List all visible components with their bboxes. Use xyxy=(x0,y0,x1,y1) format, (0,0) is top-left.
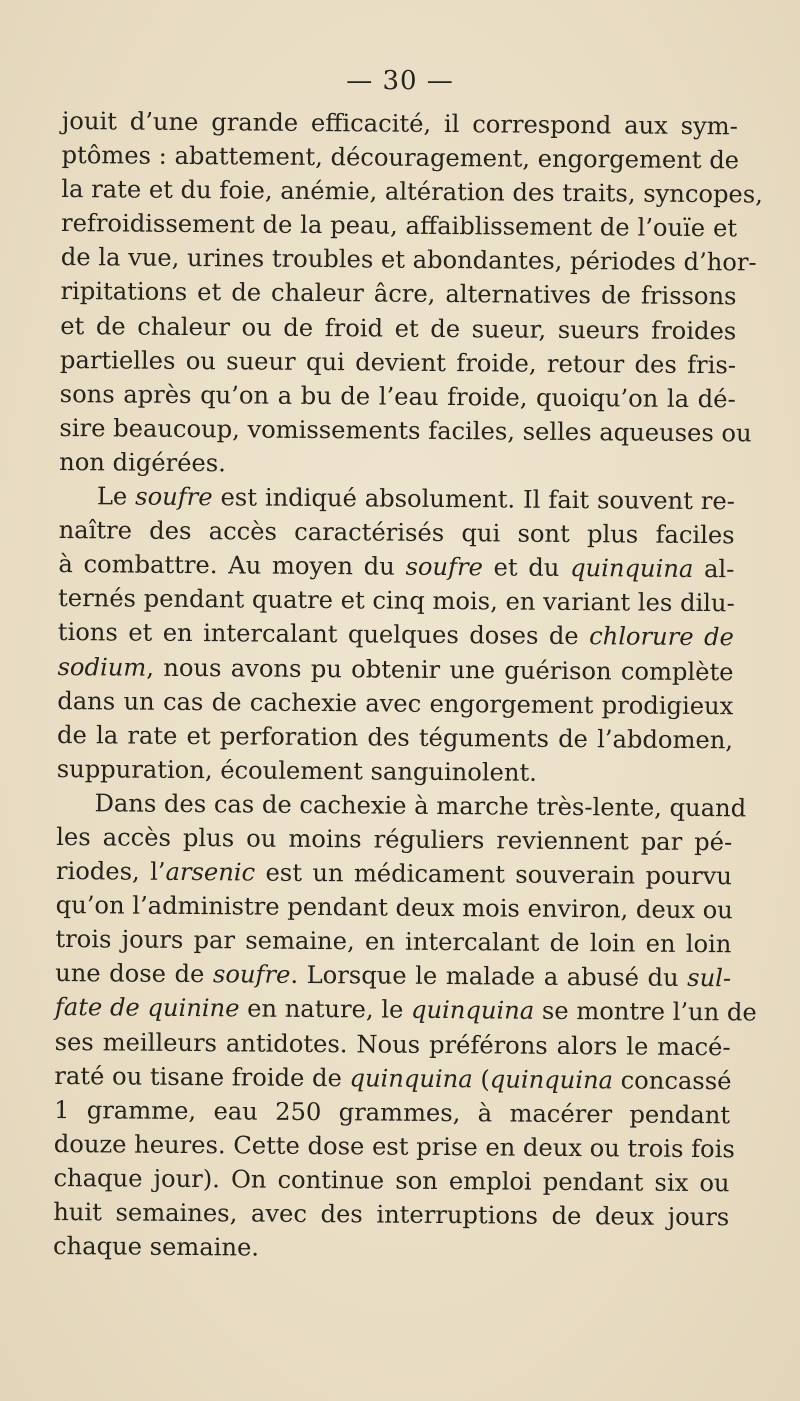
italic-term: soufre xyxy=(405,552,483,582)
text-run: ripitations et de chaleur âcre, alternatives de frissons xyxy=(60,277,737,311)
paragraph xyxy=(59,104,764,484)
paragraph xyxy=(57,479,735,791)
text-run: est un médicament souverain pourvu xyxy=(255,858,733,891)
text-run: jouit d’une grande efficacité, il correspond aux sym- xyxy=(61,106,738,141)
text-run: non digérées. xyxy=(59,447,227,478)
text-run: douze heures. Cette dose est prise en deux ou trois fois xyxy=(53,1129,735,1164)
text-run: , nous avons pu obtenir une guérison complète xyxy=(146,653,734,686)
italic-term: arsenic xyxy=(165,857,256,887)
text-line xyxy=(55,922,731,961)
text-run: refroidissement de la peau, affaiblissement de l’ouïe et xyxy=(60,209,738,243)
italic-term: sodium xyxy=(57,652,147,682)
text-run: les accès plus ou moins réguliers reviennent par pé- xyxy=(56,822,733,857)
text-run: ses meilleurs antidotes. Nous préférons alors le macé- xyxy=(54,1027,731,1061)
text-line xyxy=(56,888,732,927)
text-line xyxy=(58,581,734,620)
text-line xyxy=(57,752,733,791)
text-run: al- xyxy=(693,555,735,584)
text-line xyxy=(53,1229,729,1268)
text-line xyxy=(59,445,735,484)
text-line xyxy=(54,990,757,1029)
text-line xyxy=(62,104,738,143)
text-run: est indiqué absolument. Il fait souvent re- xyxy=(212,483,735,516)
text-run: partielles ou sueur qui devient froide, retour des fris- xyxy=(59,345,737,379)
text-run: et du xyxy=(482,553,571,583)
text-line xyxy=(60,240,757,279)
text-line xyxy=(57,718,733,757)
text-run: en nature, le xyxy=(239,994,412,1025)
paragraph xyxy=(52,786,757,1269)
text-run: huit semaines, avec des interruptions de deux jours xyxy=(53,1197,730,1232)
italic-term: quinquina xyxy=(349,1063,473,1093)
text-line xyxy=(61,138,740,177)
text-line xyxy=(60,309,736,348)
text-line xyxy=(55,1025,731,1064)
text-line xyxy=(55,956,731,995)
italic-term: soufre xyxy=(135,482,213,512)
text-line xyxy=(61,172,764,211)
text-run: ptômes : abattement, découragement, engorgement de xyxy=(61,141,740,175)
text-run: une dose de xyxy=(55,959,214,989)
text-run: chaque jour). On continue son emploi pendant six ou xyxy=(53,1163,730,1198)
text-line xyxy=(53,1127,735,1166)
text-line xyxy=(56,854,732,893)
text-run: . Lorsque le malade a abusé du xyxy=(290,961,688,993)
text-line xyxy=(60,274,736,313)
text-run: trois jours par semaine, en intercalant de loin en loin xyxy=(55,925,732,959)
text-line xyxy=(53,1161,729,1200)
text-line xyxy=(59,513,735,552)
text-run: 1 gramme, eau 250 grammes, à macérer pendant xyxy=(53,1095,731,1129)
italic-term: soufre xyxy=(212,960,291,990)
text-run: la rate et du foie, anémie, altération des traits, syncopes, xyxy=(61,175,764,209)
italic-term: quinquina xyxy=(489,1065,614,1094)
text-run: dans un cas de cachexie avec engorgement prodigieux xyxy=(57,686,734,720)
text-line xyxy=(61,206,737,245)
text-line xyxy=(57,649,733,688)
text-run: raté ou tisane froide de xyxy=(54,1061,350,1092)
text-line xyxy=(56,820,732,859)
text-run: et de chaleur ou de froid et de sueur, sueurs froides xyxy=(60,311,737,345)
text-run: riodes, l’ xyxy=(55,857,166,886)
text-line xyxy=(60,377,736,416)
text-run: concassé xyxy=(612,1065,732,1095)
text-run: naître des accès caractérisés qui sont plus faciles xyxy=(58,516,735,550)
text-run: ternés pendant quatre et cinq mois, en variant les dilu- xyxy=(58,584,735,618)
italic-term: fate de quinine xyxy=(54,993,240,1023)
italic-term: chlorure de xyxy=(589,622,734,652)
text-line xyxy=(57,684,733,723)
text-run: se montre l’un de xyxy=(534,997,757,1027)
text-run: qu’on l’administre pendant deux mois environ, deux ou xyxy=(55,891,733,925)
italic-term: sul- xyxy=(687,964,732,993)
text-line xyxy=(54,1093,730,1132)
text-line xyxy=(58,615,734,654)
text-line xyxy=(60,343,736,382)
text-line xyxy=(53,1195,729,1234)
text-run: ( xyxy=(472,1064,490,1094)
text-run: de la rate et perforation des téguments de l’abdomen, xyxy=(56,720,734,754)
text-run: tions et en intercalant quelques doses de xyxy=(57,618,590,651)
text-run: sons après qu’on a bu de l’eau froide, quoiqu’on la dé- xyxy=(59,379,736,414)
text-run: Dans des cas de cachexie à marche très-lente, quand xyxy=(94,789,747,823)
text-run: suppuration, écoulement sanguinolent. xyxy=(56,754,538,787)
text-line xyxy=(54,1059,730,1098)
page-number: — 30 — xyxy=(346,66,454,96)
body-text xyxy=(52,104,764,1268)
text-run: Le xyxy=(96,482,136,511)
italic-term: quinquina xyxy=(570,554,694,584)
text-run: à combattre. Au moyen du xyxy=(58,550,406,581)
text-line xyxy=(59,411,752,450)
text-run: sire beaucoup, vomissements faciles, selles aqueuses ou xyxy=(59,413,752,448)
text-run: de la vue, urines troubles et abondantes, périodes d’hor- xyxy=(60,243,757,277)
text-run: chaque semaine. xyxy=(52,1232,260,1262)
text-line xyxy=(56,786,747,825)
italic-term: quinquina xyxy=(410,996,535,1026)
text-line xyxy=(58,547,734,586)
text-line xyxy=(59,479,735,518)
